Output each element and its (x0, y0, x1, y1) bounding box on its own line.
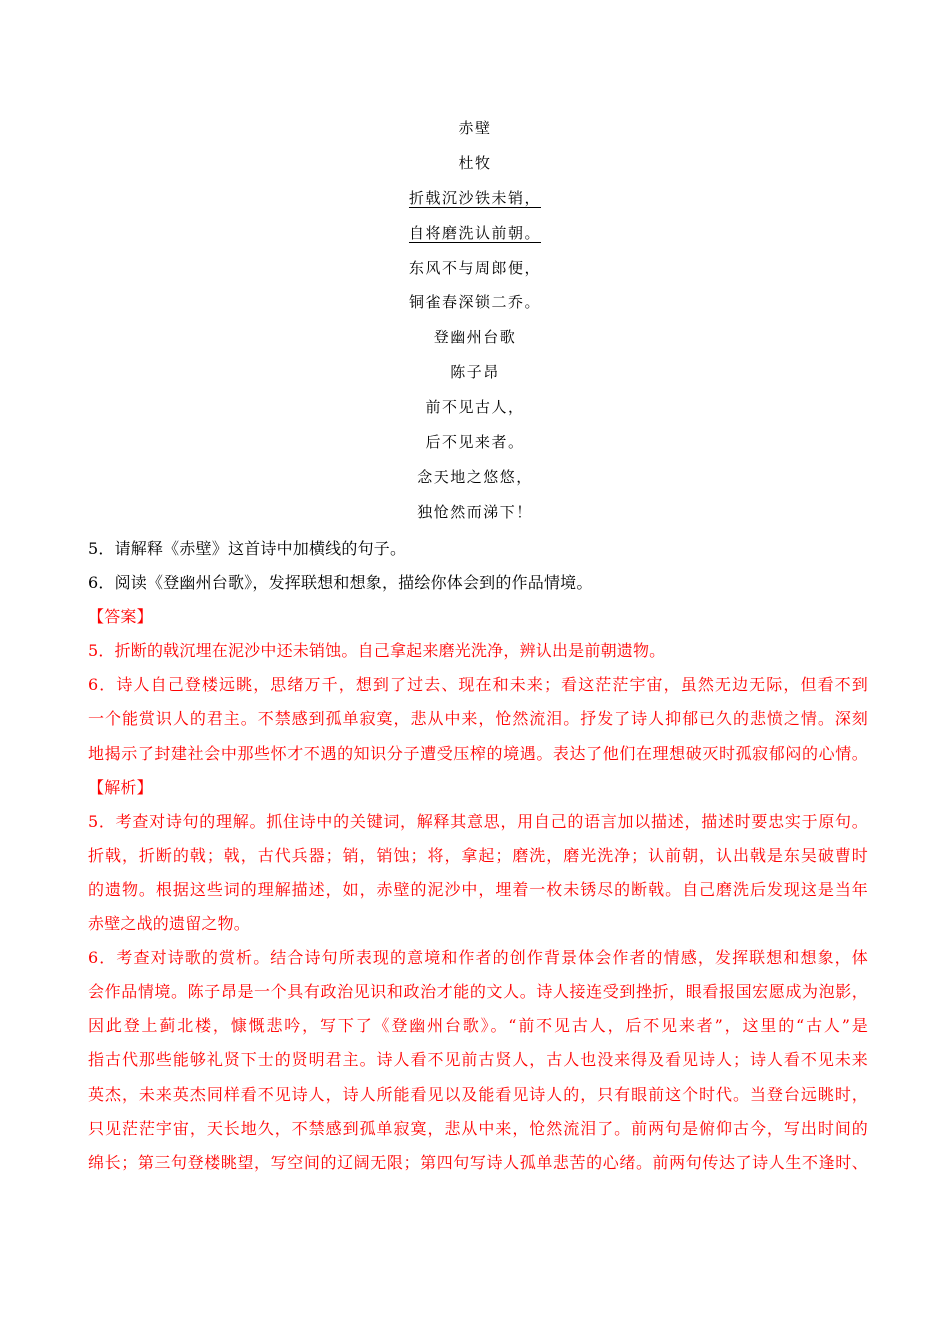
analysis-6-line: 因此登上蓟北楼，慷慨悲吟，写下了《登幽州台歌》。“前不见古人，后不见来者”，这里的“古人”是 (88, 1016, 868, 1036)
answer-6-line: 6．诗人自己登楼远眺，思绪万千，想到了过去、现在和未来；看这茫茫宇宙，虽然无边无际，但看不到 (88, 675, 868, 695)
poem1-line-1 (0, 183, 950, 218)
poem2-line-1: 前不见古人， (425, 398, 525, 417)
poem1-line-2 (0, 218, 950, 253)
poem1-title: 赤壁 (458, 119, 492, 137)
poems-block (0, 113, 950, 532)
poem2-title: 登幽州台歌 (433, 328, 517, 347)
analysis-6-line: 只见茫茫宇宙，天长地久，不禁感到孤单寂寞，悲从中来，怆然流泪了。前两句是俯仰古今，写出时间的 (88, 1118, 868, 1138)
answer-6-line: 地揭示了封建社会中那些怀才不遇的知识分子遭受压榨的境遇。表达了他们在理想破灭时孤寂郁闷的心情。 (88, 743, 868, 763)
analysis-6-line: 指古代那些能够礼贤下士的贤明君主。诗人看不见前古贤人，古人也没来得及看见诗人；诗人看不见未来 (88, 1050, 868, 1070)
question-5: 5．请解释《赤壁》这首诗中加横线的句子。 (88, 539, 407, 558)
answer-5: 5．折断的戟沉埋在泥沙中还未销蚀。自己拿起来磨光洗净，辨认出是前朝遗物。 (88, 641, 666, 661)
analysis-6-line: 6．考查对诗歌的赏析。结合诗句所表现的意境和作者的创作背景体会作者的情感，发挥联想和想象，体 (88, 948, 868, 968)
poem1-author: 杜牧 (458, 153, 492, 172)
underlined-verse: 自将磨洗认前朝。 (408, 223, 541, 242)
underlined-verse: 折戟沉沙铁未销， (408, 188, 541, 207)
analysis-5-line: 折戟，折断的戟；戟，古代兵器；销，销蚀；将，拿起；磨洗，磨光洗净；认前朝，认出戟是东吴破曹时 (88, 845, 868, 865)
analysis-5-line: 的遗物。根据这些词的理解描述，如，赤壁的泥沙中，埋着一枚未锈尽的断戟。自己磨洗后发现这是当年 (88, 879, 868, 899)
poem1-line-3: 东风不与周郎便， (408, 258, 541, 277)
analysis-heading: 【解析】 (88, 777, 153, 797)
analysis-5-line: 5．考查对诗句的理解。抓住诗中的关键词，解释其意思，用自己的语言加以描述，描述时要忠实于原句。 (88, 811, 868, 831)
poem2-line-2: 后不见来者。 (425, 433, 525, 452)
poem2-author: 陈子昂 (450, 363, 500, 382)
analysis-5-line: 赤壁之战的遗留之物。 (88, 914, 251, 934)
analysis-6-line: 绵长；第三句登楼眺望，写空间的辽阔无限；第四句写诗人孤单悲苦的心绪。前两句传达了诗人生不逢时、 (88, 1152, 868, 1172)
poem1-line-4: 铜雀春深锁二乔。 (408, 293, 541, 312)
answer-heading: 【答案】 (88, 607, 153, 627)
poem2-line-4: 独怆然而涕下！ (417, 502, 533, 521)
question-6: 6．阅读《登幽州台歌》，发挥联想和想象，描绘你体会到的作品情境。 (88, 573, 593, 593)
answer-6-line: 一个能赏识人的君主。不禁感到孤单寂寞，悲从中来，怆然流泪。抒发了诗人抑郁已久的悲愤之情。深刻 (88, 709, 868, 729)
analysis-6-line: 英杰，未来英杰同样看不见诗人，诗人所能看见以及能看见诗人的，只有眼前这个时代。当登台远眺时， (88, 1084, 868, 1104)
analysis-6-line: 会作品情境。陈子昂是一个具有政治见识和政治才能的文人。诗人接连受到挫折，眼看报国宏愿成为泡影， (88, 982, 868, 1002)
questions-and-answers (88, 534, 868, 1182)
poem2-line-3: 念天地之悠悠， (417, 467, 533, 486)
